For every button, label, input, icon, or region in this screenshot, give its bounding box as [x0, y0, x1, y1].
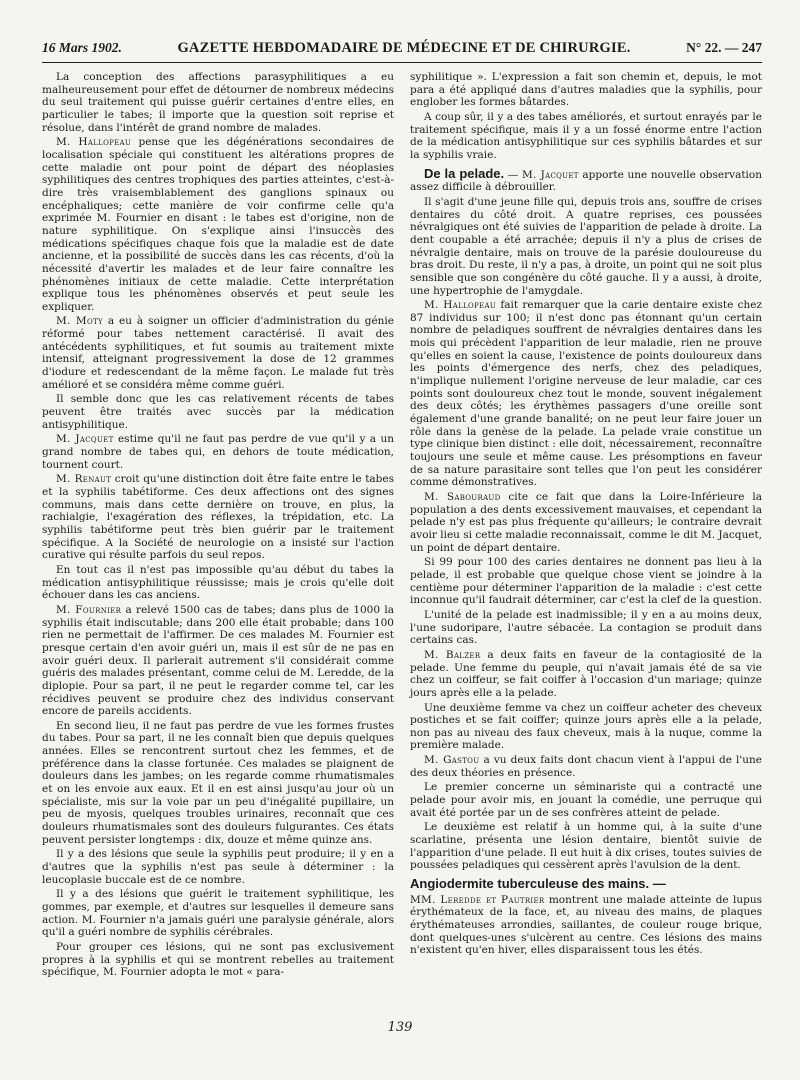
speaker-name: M. Fournier — [56, 603, 122, 616]
paragraph-text: apporte une nouvelle observation assez difficile à débrouiller. — [410, 168, 762, 194]
paragraph: A coup sûr, il y a des tabes améliorés, et surtout enrayés par le traitement spécifique, mais il y a un fossé énorme entre l'action de la médication antisyphilitique sur ces syphilis bâtardes et sur la syphilis vraie. — [410, 110, 762, 161]
paragraph — [410, 556, 762, 607]
paragraph-text: En tout cas il n'est pas impossible qu'au début du tabes la médication antisyphilitique réussisse; mais je crois qu'elle doit échouer dans les cas anciens. — [42, 563, 394, 602]
paragraph — [410, 781, 762, 819]
speaker-name: M. Jacquet — [56, 433, 114, 446]
paragraph-text: Pour grouper ces lésions, qui ne sont pas exclusivement propres à la syphilis et qui se montrent rebelles au traitement spécifique, M. Fournier adopta le mot « para- — [42, 940, 394, 979]
section-angiodermite — [410, 878, 762, 957]
speaker-name: M. Renaut — [56, 473, 112, 486]
paragraph — [410, 649, 762, 700]
paragraph — [410, 196, 762, 297]
section-paragraphs — [410, 196, 762, 872]
speaker-name: M. Balzer — [424, 648, 481, 661]
paragraph — [410, 609, 762, 647]
paragraph — [42, 564, 394, 602]
paragraph — [42, 848, 394, 886]
speaker-name: M. Moty — [56, 315, 103, 328]
speaker-name: M. Hallopeau — [424, 299, 497, 312]
section-intro — [410, 894, 762, 957]
paragraph-text: a relevé 1500 cas de tabes; dans plus de 1000 la syphilis était indiscutable; dans 200 elle était probable; dans 100 rien ne permettait de l'affirmer. De ces malades M. Fournier est presque certain d'en avoir guéri un, mais il est sûr de ne pas en avoir guéri deux. Il parlerait autrement s'il considérait comme guéris des malades présentant, comme celui de M. Leredde, de la diplopie. Pour sa part, il ne peut le regarder comme tel, car les récidives peuvent se produire chez des individus conservant encore de pareils accidents. — [42, 603, 394, 718]
right-column — [410, 71, 762, 981]
paragraph-text: fait remarquer que la carie dentaire existe chez 87 individus sur 100; il n'est donc pas étonnant qu'un certain nombre de peladiques souffrent de névralgies dentaires dans les mois qui précèdent l'apparition de leur maladie, rien ne prouve qu'elles en soient la cause, l'existence de points douloureux dans les points d'émergence des nerfs, chez des peladiques, n'implique nullement l'origine nerveuse de leur maladie, car ces points sont douloureux chez tout le monde, souvent inégalement des deux côtés; les érythèmes passagers d'une oreille sont également d'une grande banalité; on ne peut leur faire jouer un rôle dans la genèse de la pelade. La pelade vraie constitue un type clinique bien distinct : elle doit, nécessairement, reconnaître toujours une seule et même cause. Les présomptions en faveur de sa nature parasitaire sont telles que l'on peut les considérer comme démonstratives. — [410, 299, 762, 489]
paragraph-text: La conception des affections parasyphilitiques a eu malheureusement pour effet de détourner de nombreux médecins du seul traitement qui puisse guérir certaines d'entre elles, en particulier le tabes; il importe que la question soit reprise et résolue, dans l'intérêt de grand nombre de malades. — [42, 71, 394, 134]
paragraph — [410, 491, 762, 554]
paragraph — [42, 604, 394, 718]
issue-page-number: N° 22. — 247 — [686, 40, 762, 55]
paragraph — [42, 433, 394, 471]
running-header — [42, 40, 762, 63]
paragraph — [42, 136, 394, 313]
speaker-name: M. Gastou — [424, 754, 480, 767]
paragraph-text: En second lieu, il ne faut pas perdre de vue les formes frustes du tabes. Pour sa part, il ne les connaît bien que depuis quelques années. Elles se rencontrent surtout chez les femmes, et de préférence dans la classe fortunée. Ces malades se plaignent de douleurs dans les jambes; on les regarde comme rhumatismales et on les envoie aux eaux. Et il en est ainsi jusqu'au jour où un spécialiste, mis sur la voie par un peu d'inégalité pupillaire, un peu de myosis, quelques troubles urinaires, reconnaît que ces douleurs rhumatismales sont des douleurs fulgurantes. Ces états peuvent persister longtemps : dix, douze et même quinze ans. — [42, 719, 394, 846]
paragraph-text: a deux faits en faveur de la contagiosité de la pelade. Une femme du peuple, qui n'avait jamais été de sa vie chez un coiffeur, se fait coiffer à l'occasion d'un mariage; quinze jours après elle a la pelade. — [410, 648, 763, 699]
paragraph-text: Le deuxième est relatif à un homme qui, à la suite d'une scarlatine, présenta une lésion dentaire, bientôt suivie de l'apparition d'une pelade. Il eut huit à dix crises, toutes suivies de poussées peladiques qui cessèrent après l'avulsion de la dent. — [410, 821, 762, 872]
speaker-name: M. Jacquet — [521, 168, 579, 181]
paragraph-text: estime qu'il ne faut pas perdre de vue qu'il y a un grand nombre de tabes qui, en dehors de toute médication, tournent court. — [42, 433, 394, 471]
paragraph — [42, 720, 394, 847]
journal-title: GAZETTE HEBDOMADAIRE DE MÉDECINE ET DE CHIRURGIE. — [177, 40, 631, 56]
paragraph — [410, 299, 762, 489]
paragraph-text: Il y a des lésions que guérit le traitement syphilitique, les gommes, par exemple, et d'autres sur lesquelles il demeure sans action. M. Fournier n'a jamais guéri une paralysie générale, alors qu'il a guéri nombre de syphilis cérébrales. — [42, 888, 394, 939]
section-pelade — [410, 165, 763, 872]
paragraph — [42, 941, 394, 979]
paragraph — [42, 71, 394, 134]
continuation-paragraph: syphilitique ». L'expression a fait son chemin et, depuis, le mot para a été appliqué dans d'autres maladies que la syphilis, pour englober les formes bâtardes. — [410, 71, 762, 109]
paragraph — [410, 702, 762, 753]
section-title: Angiodermite tuberculeuse des mains. — — [410, 876, 666, 892]
speaker-name: MM. Leredde et Pautrier — [410, 893, 545, 906]
paragraph-text: a vu deux faits dont chacun vient à l'appui de l'une des deux théories en présence. — [410, 754, 762, 779]
paragraph-text: Il s'agit d'une jeune fille qui, depuis trois ans, souffre de crises dentaires du côté droit. A quatre reprises, ces poussées névralgiques ont été suivies de l'apparition de pelade à droite. La dent coupable a été arrachée; depuis il n'y a plus de crises de névralgie dentaire, mais on trouve de la parésie douloureuse du bras droit. Du reste, il n'y a pas, à droite, un point qui ne soit plus sensible que son congénère du côté gauche. Il y a aussi, à droite, une hypertrophie de l'amygdale. — [410, 195, 762, 297]
paragraph-text: croit qu'une distinction doit être faite entre le tabes et la syphilis tabétiforme. Ces deux affections ont des signes communs, mais dans cette dernière on trouve, en plus, la rachialgie, l'exagération des réflexes, la trépidation, etc. La syphilis tabétiforme peut très bien guérir par le traitement spécifique. A la Société de neurologie on a insisté sur l'action curative qui résulte parfois du seul repos. — [42, 473, 394, 562]
paragraph — [42, 888, 394, 939]
paragraph-text: cite ce fait que dans la Loire-Inférieure la population a des dents excessivement mauvaises, et cependant la pelade n'y est pas plus fréquente qu'ailleurs; le contraire devrait avoir lieu si cette maladie reconnaissait, comme le dit M. Jacquet, un point de départ dentaire. — [410, 491, 763, 554]
paragraph-text: Le premier concerne un séminariste qui a contracté une pelade pour avoir mis, en jouant la comédie, une perruque qui avait été portée par un de ses confrères atteint de pelade. — [410, 781, 762, 819]
speaker-name: M. Sabouraud — [424, 491, 501, 503]
issue-date: 16 Mars 1902. — [42, 40, 122, 55]
paragraph-text: Une deuxième femme va chez un coiffeur acheter des cheveux postiches et se fait coiffer; quinze jours après elle a la pelade, non pas au niveau des faux cheveux, mais à la nuque, comme la première malade. — [410, 701, 762, 752]
paragraph — [42, 473, 394, 562]
section-title-line — [410, 878, 762, 892]
section-title: De la pelade. — [424, 165, 505, 181]
left-column — [42, 71, 394, 981]
paragraph — [410, 821, 762, 872]
paragraph-text: pense que les dégénérations secondaires de localisation spéciale qui constituent les altérations propres de cette maladie ont pour point de départ des néoplasies syphilitiques des centres trophiques des parties atteintes, c'est-à-dire très vraisemblablement des ganglions spinaux ou encéphaliques; cette manière de voir confirme celle qu'a exprimée M. Fournier en disant : le tabes est d'origine, non de nature syphilitique. On s'explique ainsi l'insuccès des médications spécifiques chaque fois que la maladie est de date ancienne, et la possibilité de succès dans les cas récents, d'où la nécessité d'avertir les malades et de leur faire connaître les phénomènes initiaux de cette maladie. Cette interprétation explique tous les phénomènes observés et peut seule les expliquer. — [42, 136, 394, 313]
paragraph-text: montrent une malade atteinte de lupus érythémateux de la face, et, au niveau des mains, de plaques érythémateuses arrondies, saillantes, de couleur rouge brique, dont quelques-unes s'ulcèrent au centre. Ces lésions des mains n'existent qu'en hiver, elles disparaissent tous les étés. — [410, 893, 762, 957]
section-intro: De la pelade. — M. Jacquet apporte une nouvelle observation assez difficile à débrouiller. — [410, 165, 762, 194]
paragraph — [42, 393, 394, 431]
speaker-name: M. Hallopeau — [56, 136, 132, 149]
paragraph — [410, 754, 762, 779]
paragraph-text: Si 99 pour 100 des caries dentaires ne donnent pas lieu à la pelade, il est probable que quelque chose vient se joindre à la centième pour déterminer l'apparition de la maladie : c'est cette inconnue qu'il faudrait déterminer, car c'est la clef de la question. — [410, 556, 763, 607]
paragraph-text: L'unité de la pelade est inadmissible; il y en a au moins deux, l'une sudoripare, l'autre sébacée. La contagion se produit dans certains cas. — [410, 608, 762, 647]
folio-number: 139 — [387, 1020, 413, 1035]
two-column-body — [42, 71, 762, 981]
paragraph-text: Il semble donc que les cas relativement récents de tabes peuvent être traités avec succès par la médication antisyphilitique. — [42, 393, 394, 431]
paragraph-text: Il y a des lésions que seule la syphilis peut produire; il y en a d'autres que la syphilis n'est pas seule à déterminer : la leucoplasie buccale est de ce nombre. — [42, 848, 394, 886]
paragraph — [42, 315, 394, 391]
paragraph-text: a eu à soigner un officier d'administration du génie réformé pour tabes nettement caractérisé. Il avait des antécédents syphilitiques, et fut soumis au traitement mixte intensif, atteignant progressivement la dose de 12 grammes d'iodure et redescendant de la même façon. Le malade fut très amélioré et se considéra même comme guéri. — [42, 315, 395, 391]
